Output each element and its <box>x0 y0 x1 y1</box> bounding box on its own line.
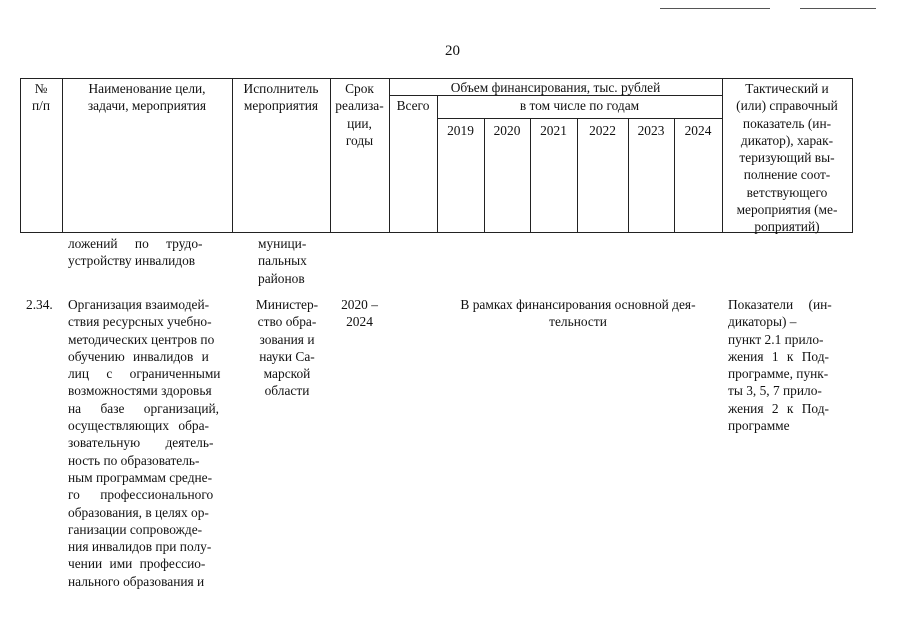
row-funding: В рамках финансирования основной дея- тельности <box>460 297 696 330</box>
header-year-2021: 2021 <box>540 123 567 138</box>
row-term: 2020 – 2024 <box>341 297 378 330</box>
header-total: Всего <box>396 98 430 113</box>
header-funding-title: Объем финансирования, тыс. рублей <box>450 80 661 95</box>
header-name: Наименование цели, задачи, мероприятия <box>87 81 207 114</box>
header-term: Срок реализа- ции, годы <box>335 81 384 148</box>
header-num: № п/п <box>31 81 51 114</box>
row-name: Организация взаимодей- ствия ресурсных учебно- методических центров по обучению инвалидов и лиц с ограниченными возможностями здоровья на базе организаций, осуществляющих обра- зовательную деятель- ность по образователь- ным программам средне- го профессионального образования, в целях ор- ганизации сопровожде- ния инвалидов при полу- чении ими профессио- нального образования и <box>68 297 221 589</box>
header-year-2023: 2023 <box>637 123 665 138</box>
page-number: 20 <box>445 43 460 59</box>
header-by-years: в том числе по годам <box>519 98 640 113</box>
row-executor: Министер- ство обра- зования и науки Са- марской области <box>255 297 319 399</box>
prev-row-executor: муници- пальных районов <box>258 236 307 286</box>
header-year-2022: 2022 <box>589 123 616 138</box>
header-indicator: Тактический и (или) справочный показатель (ин- дикатор), харак- теризующий вы- полнение соот- ветствующего мероприятия (ме- роприятий) <box>736 81 838 235</box>
row-indicator: Показатели (ин- дикаторы) – пункт 2.1 прило- жения 1 к Под- программе, пунк- ты 3, 5, 7 прило- жения 2 к Под- программе <box>728 297 832 434</box>
header-year-2020: 2020 <box>493 123 521 138</box>
header-year-2024: 2024 <box>684 123 712 138</box>
prev-row-name: ложений по трудо- устройству инвалидов <box>68 236 203 269</box>
header-year-2019: 2019 <box>447 123 474 138</box>
row-number: 2.34. <box>26 297 53 312</box>
header-executor: Исполнитель мероприятия <box>243 81 319 114</box>
